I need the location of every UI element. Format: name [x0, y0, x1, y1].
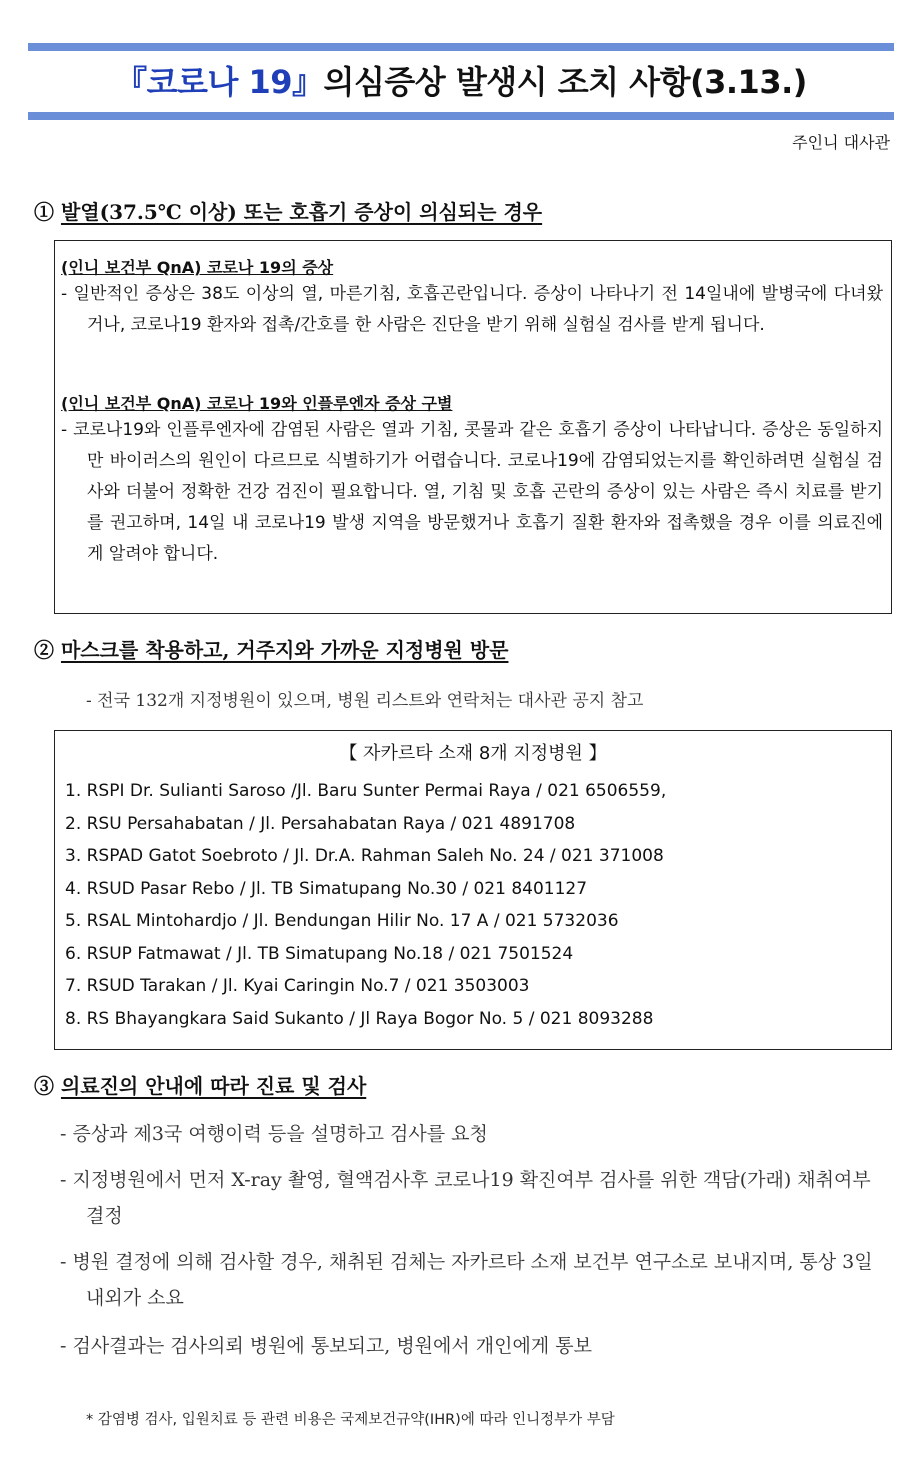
section3-heading: [34, 1070, 366, 1099]
page-title: [28, 58, 894, 106]
section1-title: 발열(37.5℃ 이상) 또는 호흡기 증상이 의심되는 경우: [60, 200, 543, 224]
list-item: 7. RSUD Tarakan / Jl. Kyai Caringin No.7 / 021 3503003: [65, 976, 530, 996]
qna-body-influenza: - 코로나19와 인플루엔자에 감염된 사람은 열과 기침, 콧물과 같은 호흡기 증상이 나타납니다. 증상은 동일하지만 바이러스의 원인이 다르므로 식별하기가 어렵습니다. 코로나19에 감염되었는지를 확인하려면 실험실 검사와 더불어 정확한 건강 검진이 필요합니다. 열, 기침 및 호흡 곤란의 증상이 있는 사람은 즉시 치료를 받기를 권고하며, 14일 내 코로나19 발생 지역을 방문했거나 호흡기 질환 환자와 접촉했을 경우 이를 의료진에게 알려야 합니다.: [61, 420, 883, 564]
hospital-list: [65, 775, 666, 1035]
hospital-box: [54, 730, 892, 1050]
section3-item: - 지정병원에서 먼저 X-ray 촬영, 혈액검사후 코로나19 확진여부 검사를 위한 객담(가래) 채취여부 결정: [60, 1169, 871, 1227]
section3-item: - 병원 결정에 의해 검사할 경우, 채취된 검체는 자카르타 소재 보건부 연구소로 보내지며, 통상 3일 내외가 소요: [60, 1251, 873, 1309]
list-item: 6. RSUP Fatmawat / Jl. TB Simatupang No.18 / 021 7501524: [65, 943, 574, 964]
qna-box: [54, 240, 892, 614]
section3-number: ③: [34, 1074, 54, 1098]
list-item: 5. RSAL Mintohardjo / Jl. Bendungan Hilir No. 17 A / 021 5732036: [65, 911, 619, 931]
qna-heading-influenza: (인니 보건부 QnA) 코로나 19와 인플루엔자 증상 구별: [61, 394, 453, 413]
section2-heading: [34, 634, 508, 663]
list-item: 4. RSUD Pasar Rebo / Jl. TB Simatupang No.30 / 021 8401127: [65, 878, 588, 899]
section3-title: 의료진의 안내에 따라 진료 및 검사: [60, 1074, 367, 1098]
qna-heading-symptoms: (인니 보건부 QnA) 코로나 19의 증상: [61, 258, 334, 277]
list-item: 3. RSPAD Gatot Soebroto / Jl. Dr.A. Rahman Saleh No. 24 / 021 371008: [65, 846, 664, 866]
footnote: * 감염병 검사, 입원치료 등 관련 비용은 국제보건규약(IHR)에 따라 인니정부가 부담: [86, 1412, 615, 1428]
section1-heading: [34, 196, 542, 225]
section2-number: ②: [34, 638, 54, 662]
list-item: 8. RS Bhayangkara Said Sukanto / Jl Raya Bogor No. 5 / 021 8093288: [65, 1008, 654, 1029]
section2-title: 마스크를 착용하고, 거주지와 가까운 지정병원 방문: [60, 638, 509, 662]
section3-item: - 검사결과는 검사의뢰 병원에 통보되고, 병원에서 개인에게 통보: [60, 1335, 592, 1357]
hospital-list-heading: 【 자카르타 소재 8개 지정병원 】: [339, 743, 607, 764]
section2-note: - 전국 132개 지정병원이 있으며, 병원 리스트와 연락처는 대사관 공지 참고: [86, 691, 644, 711]
title-bottom-rule: [28, 112, 894, 120]
list-item: 2. RSU Persahabatan / Jl. Persahabatan Raya / 021 4891708: [65, 813, 576, 834]
organization-label: 주인니 대사관: [792, 133, 890, 152]
title-rest: 의심증상 발생시 조치 사항(3.13.): [323, 63, 807, 101]
section1-number: ①: [34, 200, 54, 224]
title-top-rule: [28, 43, 894, 51]
qna-body-symptoms: - 일반적인 증상은 38도 이상의 열, 마른기침, 호흡곤란입니다. 증상이 나타나기 전 14일내에 발병국에 다녀왔거나, 코로나19 환자와 접촉/간호를 한 사람은 진단을 받기 위해 실험실 검사를 받게 됩니다.: [61, 284, 883, 335]
list-item: 1. RSPI Dr. Sulianti Saroso /Jl. Baru Sunter Permai Raya / 021 6506559,: [65, 781, 667, 801]
title-accent: 『코로나 19』: [115, 63, 324, 101]
section3-item: - 증상과 제3국 여행이력 등을 설명하고 검사를 요청: [60, 1123, 488, 1145]
